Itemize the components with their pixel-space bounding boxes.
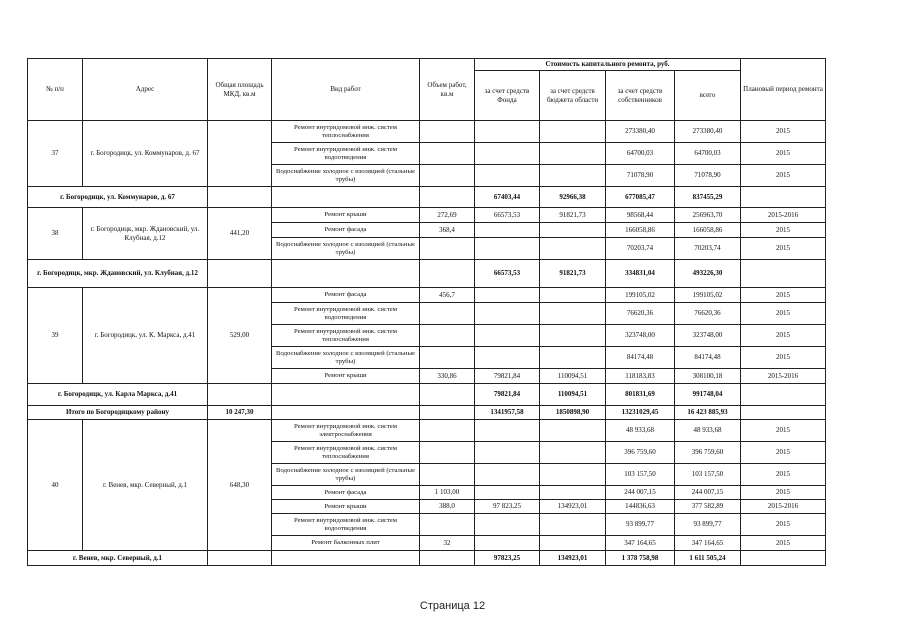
volume-cell bbox=[420, 121, 475, 143]
repair-table bbox=[27, 58, 826, 566]
volume-cell: 1 103,00 bbox=[420, 486, 475, 500]
col-header-period: Плановый период ремонта bbox=[741, 59, 826, 121]
own-cell: 103 157,50 bbox=[606, 464, 675, 486]
col-header-address: Адрес bbox=[83, 59, 208, 121]
table-row bbox=[28, 288, 826, 303]
work-type-cell bbox=[272, 551, 420, 566]
own-cell: 93 899,77 bbox=[606, 514, 675, 536]
fund-cell bbox=[475, 486, 540, 500]
own-cell: 84174,48 bbox=[606, 347, 675, 369]
work-type-cell: Ремонт внутридомовой инж. систем теплоснабжения bbox=[272, 121, 420, 143]
fund-cell bbox=[475, 464, 540, 486]
area-cell bbox=[208, 260, 272, 288]
region-cell bbox=[540, 514, 606, 536]
work-type-cell: Ремонт крыши bbox=[272, 500, 420, 514]
region-cell bbox=[540, 420, 606, 442]
table-row bbox=[28, 208, 826, 223]
own-cell: 273380,40 bbox=[606, 121, 675, 143]
region-cell: 92966,38 bbox=[540, 187, 606, 208]
fund-cell: 97 823,25 bbox=[475, 500, 540, 514]
fund-cell bbox=[475, 223, 540, 238]
subtotal-address: г. Богородицк, ул. Карла Маркса, д.41 bbox=[28, 384, 208, 406]
area-cell: 441,20 bbox=[208, 208, 272, 260]
work-type-cell bbox=[272, 260, 420, 288]
subtotal-row bbox=[28, 384, 826, 406]
col-header-fund: за счет средств Фонда bbox=[475, 71, 540, 121]
work-type-cell: Ремонт внутридомовой инж. систем теплоснабжения bbox=[272, 442, 420, 464]
region-cell bbox=[540, 121, 606, 143]
work-type-cell: Ремонт внутридомовой инж. систем водоотведения bbox=[272, 514, 420, 536]
subtotal-address: г. Богородицк, ул. Коммунаров, д. 67 bbox=[28, 187, 208, 208]
region-cell bbox=[540, 464, 606, 486]
district-total-label: Итого по Богородицкому району bbox=[28, 406, 208, 420]
own-cell: 166058,86 bbox=[606, 223, 675, 238]
region-cell bbox=[540, 347, 606, 369]
own-cell: 334831,04 bbox=[606, 260, 675, 288]
fund-cell bbox=[475, 143, 540, 165]
total-cell: 103 157,50 bbox=[675, 464, 741, 486]
own-cell: 347 164,65 bbox=[606, 536, 675, 551]
total-cell: 323748,00 bbox=[675, 325, 741, 347]
address-cell: г. Венев, мкр. Северный, д.1 bbox=[83, 420, 208, 551]
header-row-1 bbox=[28, 59, 826, 71]
col-header-volume: Объем работ, кв.м bbox=[420, 59, 475, 121]
period-cell: 2015-2016 bbox=[741, 369, 826, 384]
volume-cell bbox=[420, 406, 475, 420]
period-cell bbox=[741, 260, 826, 288]
col-header-total: всего bbox=[675, 71, 741, 121]
total-cell: 377 582,89 bbox=[675, 500, 741, 514]
period-cell bbox=[741, 406, 826, 420]
fund-cell: 1341957,58 bbox=[475, 406, 540, 420]
volume-cell bbox=[420, 325, 475, 347]
volume-cell bbox=[420, 464, 475, 486]
work-type-cell: Ремонт внутридомовой инж. систем водоотведения bbox=[272, 303, 420, 325]
area-cell: 648,30 bbox=[208, 420, 272, 551]
region-cell bbox=[540, 143, 606, 165]
address-cell: г. Богородицк, ул. Коммунаров, д. 67 bbox=[83, 121, 208, 187]
region-cell: 110094,51 bbox=[540, 384, 606, 406]
work-type-cell: Водоснабжение холодное с изоляцией (стальные трубы) bbox=[272, 238, 420, 260]
region-cell bbox=[540, 536, 606, 551]
volume-cell bbox=[420, 238, 475, 260]
address-cell: г. Богородицк, ул. К. Маркса, д.41 bbox=[83, 288, 208, 384]
volume-cell bbox=[420, 260, 475, 288]
subtotal-row bbox=[28, 551, 826, 566]
region-cell: 134923,01 bbox=[540, 500, 606, 514]
period-cell: 2015 bbox=[741, 325, 826, 347]
work-type-cell: Ремонт внутридомовой инж. систем электроснабжения bbox=[272, 420, 420, 442]
total-cell: 48 933,68 bbox=[675, 420, 741, 442]
work-type-cell: Водоснабжение холодное с изоляцией (стальные трубы) bbox=[272, 165, 420, 187]
fund-cell: 79821,84 bbox=[475, 384, 540, 406]
region-cell bbox=[540, 303, 606, 325]
total-cell: 991748,04 bbox=[675, 384, 741, 406]
fund-cell bbox=[475, 442, 540, 464]
area-cell bbox=[208, 121, 272, 187]
volume-cell bbox=[420, 347, 475, 369]
period-cell: 2015 bbox=[741, 347, 826, 369]
area-cell bbox=[208, 384, 272, 406]
own-cell: 76620,36 bbox=[606, 303, 675, 325]
total-cell: 396 759,60 bbox=[675, 442, 741, 464]
fund-cell: 66573,53 bbox=[475, 260, 540, 288]
work-type-cell: Ремонт внутридомовой инж. систем водоотведения bbox=[272, 143, 420, 165]
volume-cell: 330,86 bbox=[420, 369, 475, 384]
area-cell bbox=[208, 187, 272, 208]
volume-cell bbox=[420, 165, 475, 187]
own-cell: 677085,47 bbox=[606, 187, 675, 208]
period-cell: 2015 bbox=[741, 442, 826, 464]
period-cell: 2015 bbox=[741, 486, 826, 500]
own-cell: 64700,03 bbox=[606, 143, 675, 165]
row-number: 40 bbox=[28, 420, 83, 551]
volume-cell: 456,7 bbox=[420, 288, 475, 303]
period-cell: 2015 bbox=[741, 536, 826, 551]
work-type-cell: Ремонт крыши bbox=[272, 208, 420, 223]
period-cell: 2015 bbox=[741, 288, 826, 303]
total-cell: 70203,74 bbox=[675, 238, 741, 260]
own-cell: 70203,74 bbox=[606, 238, 675, 260]
region-cell bbox=[540, 288, 606, 303]
fund-cell bbox=[475, 165, 540, 187]
volume-cell bbox=[420, 420, 475, 442]
region-cell: 134923,01 bbox=[540, 551, 606, 566]
period-cell: 2015-2016 bbox=[741, 500, 826, 514]
col-header-num: № п/п bbox=[28, 59, 83, 121]
fund-cell bbox=[475, 347, 540, 369]
region-cell bbox=[540, 238, 606, 260]
work-type-cell: Ремонт фасада bbox=[272, 223, 420, 238]
total-cell: 166058,86 bbox=[675, 223, 741, 238]
subtotal-address: г. Богородицк, мкр. Ждановский, ул. Клубная, д.12 bbox=[28, 260, 208, 288]
total-cell: 16 423 885,93 bbox=[675, 406, 741, 420]
period-cell bbox=[741, 551, 826, 566]
volume-cell bbox=[420, 187, 475, 208]
fund-cell bbox=[475, 325, 540, 347]
row-number: 38 bbox=[28, 208, 83, 260]
fund-cell bbox=[475, 536, 540, 551]
col-header-area: Общая площадь МКД, кв.м bbox=[208, 59, 272, 121]
period-cell: 2015 bbox=[741, 420, 826, 442]
total-cell: 71078,90 bbox=[675, 165, 741, 187]
volume-cell: 368,4 bbox=[420, 223, 475, 238]
own-cell: 48 933,68 bbox=[606, 420, 675, 442]
period-cell: 2015-2016 bbox=[741, 208, 826, 223]
total-cell: 93 899,77 bbox=[675, 514, 741, 536]
total-cell: 199105,02 bbox=[675, 288, 741, 303]
total-cell: 84174,48 bbox=[675, 347, 741, 369]
total-cell: 1 611 505,24 bbox=[675, 551, 741, 566]
fund-cell bbox=[475, 121, 540, 143]
region-cell bbox=[540, 325, 606, 347]
work-type-cell: Ремонт внутридомовой инж. систем теплоснабжения bbox=[272, 325, 420, 347]
work-type-cell bbox=[272, 406, 420, 420]
period-cell: 2015 bbox=[741, 165, 826, 187]
region-cell: 110094,51 bbox=[540, 369, 606, 384]
col-header-region: за счет средств бюджета области bbox=[540, 71, 606, 121]
volume-cell: 388,0 bbox=[420, 500, 475, 514]
work-type-cell: Водоснабжение холодное с изоляцией (стальные трубы) bbox=[272, 464, 420, 486]
work-type-cell: Ремонт балконных плит bbox=[272, 536, 420, 551]
period-cell: 2015 bbox=[741, 143, 826, 165]
period-cell: 2015 bbox=[741, 303, 826, 325]
total-cell: 837455,29 bbox=[675, 187, 741, 208]
total-cell: 244 007,15 bbox=[675, 486, 741, 500]
own-cell: 98568,44 bbox=[606, 208, 675, 223]
total-cell: 64700,03 bbox=[675, 143, 741, 165]
own-cell: 144836,63 bbox=[606, 500, 675, 514]
volume-cell bbox=[420, 514, 475, 536]
period-cell: 2015 bbox=[741, 464, 826, 486]
volume-cell: 32 bbox=[420, 536, 475, 551]
fund-cell bbox=[475, 288, 540, 303]
own-cell: 199105,02 bbox=[606, 288, 675, 303]
fund-cell bbox=[475, 238, 540, 260]
row-number: 37 bbox=[28, 121, 83, 187]
work-type-cell: Ремонт фасада bbox=[272, 486, 420, 500]
volume-cell bbox=[420, 442, 475, 464]
own-cell: 396 759,60 bbox=[606, 442, 675, 464]
subtotal-row bbox=[28, 260, 826, 288]
area-cell: 10 247,30 bbox=[208, 406, 272, 420]
fund-cell: 97823,25 bbox=[475, 551, 540, 566]
district-total-row bbox=[28, 406, 826, 420]
period-cell: 2015 bbox=[741, 514, 826, 536]
period-cell bbox=[741, 384, 826, 406]
own-cell: 323748,00 bbox=[606, 325, 675, 347]
own-cell: 1 378 758,98 bbox=[606, 551, 675, 566]
volume-cell bbox=[420, 303, 475, 325]
work-type-cell: Ремонт фасада bbox=[272, 288, 420, 303]
region-cell bbox=[540, 442, 606, 464]
fund-cell bbox=[475, 420, 540, 442]
fund-cell: 79821,84 bbox=[475, 369, 540, 384]
period-cell: 2015 bbox=[741, 238, 826, 260]
total-cell: 76620,36 bbox=[675, 303, 741, 325]
subtotal-row bbox=[28, 187, 826, 208]
volume-cell bbox=[420, 384, 475, 406]
fund-cell: 67403,44 bbox=[475, 187, 540, 208]
area-cell bbox=[208, 551, 272, 566]
period-cell: 2015 bbox=[741, 223, 826, 238]
row-number: 39 bbox=[28, 288, 83, 384]
table-row bbox=[28, 121, 826, 143]
total-cell: 256963,70 bbox=[675, 208, 741, 223]
work-type-cell: Ремонт крыши bbox=[272, 369, 420, 384]
total-cell: 308100,18 bbox=[675, 369, 741, 384]
total-cell: 273380,40 bbox=[675, 121, 741, 143]
subtotal-address: г. Венев, мкр. Северный, д.1 bbox=[28, 551, 208, 566]
fund-cell bbox=[475, 514, 540, 536]
own-cell: 13231029,45 bbox=[606, 406, 675, 420]
work-type-cell bbox=[272, 384, 420, 406]
own-cell: 71078,90 bbox=[606, 165, 675, 187]
period-cell: 2015 bbox=[741, 121, 826, 143]
work-type-cell: Водоснабжение холодное с изоляцией (стальные трубы) bbox=[272, 347, 420, 369]
region-cell: 91821,73 bbox=[540, 260, 606, 288]
total-cell: 493226,30 bbox=[675, 260, 741, 288]
volume-cell bbox=[420, 143, 475, 165]
address-cell: г. Богородицк, мкр. Ждановский, ул. Клубная, д.12 bbox=[83, 208, 208, 260]
own-cell: 118183,83 bbox=[606, 369, 675, 384]
region-cell: 91821,73 bbox=[540, 208, 606, 223]
period-cell bbox=[741, 187, 826, 208]
own-cell: 244 007,15 bbox=[606, 486, 675, 500]
region-cell bbox=[540, 223, 606, 238]
col-header-work: Вид работ bbox=[272, 59, 420, 121]
col-header-cost-group: Стоимость капитального ремонта, руб. bbox=[475, 59, 741, 71]
region-cell: 1850898,90 bbox=[540, 406, 606, 420]
fund-cell bbox=[475, 303, 540, 325]
volume-cell bbox=[420, 551, 475, 566]
table-row bbox=[28, 420, 826, 442]
own-cell: 801831,69 bbox=[606, 384, 675, 406]
volume-cell: 272,69 bbox=[420, 208, 475, 223]
work-type-cell bbox=[272, 187, 420, 208]
region-cell bbox=[540, 165, 606, 187]
fund-cell: 66573,53 bbox=[475, 208, 540, 223]
total-cell: 347 164,65 bbox=[675, 536, 741, 551]
region-cell bbox=[540, 486, 606, 500]
col-header-own: за счет средств собственников bbox=[606, 71, 675, 121]
page-number: Страница 12 bbox=[419, 600, 486, 612]
area-cell: 529,00 bbox=[208, 288, 272, 384]
